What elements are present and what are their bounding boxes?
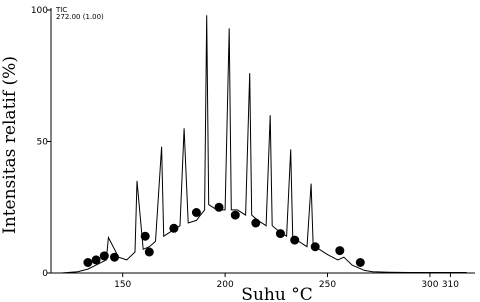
tic-sublabel: 272.00 (1.00): [56, 13, 104, 21]
y-axis-title: Intensitas relatif (%): [0, 56, 20, 234]
peak-marker: [231, 211, 240, 220]
markers: [83, 203, 364, 267]
peak-marker: [276, 229, 285, 238]
y-tick-label: 50: [36, 137, 48, 148]
peak-marker: [290, 236, 299, 245]
series-line: [61, 15, 467, 273]
peak-marker: [169, 224, 178, 233]
tic-label: TIC: [56, 6, 68, 14]
peak-marker: [83, 258, 92, 267]
y-tick-label: 100: [30, 6, 48, 16]
peak-marker: [251, 219, 260, 228]
x-axis-title: Suhu °C: [241, 285, 313, 302]
x-tick-label: 250: [318, 280, 337, 290]
peak-marker: [356, 258, 365, 267]
peak-marker: [335, 246, 344, 255]
peak-marker: [92, 255, 101, 264]
peak-marker: [110, 253, 119, 262]
x-tick-label: 300: [421, 280, 439, 290]
peak-marker: [141, 232, 150, 241]
y-ticks: [31, 6, 51, 279]
peak-marker: [100, 251, 109, 260]
x-tick-label: 200: [216, 280, 234, 290]
x-tick-label: 150: [114, 280, 132, 290]
x-tick-label: 310: [441, 280, 460, 290]
y-tick-label: 0: [42, 269, 48, 279]
peak-marker: [215, 203, 224, 212]
peak-marker: [145, 248, 154, 257]
peak-marker: [311, 242, 320, 251]
peak-marker: [192, 208, 201, 217]
